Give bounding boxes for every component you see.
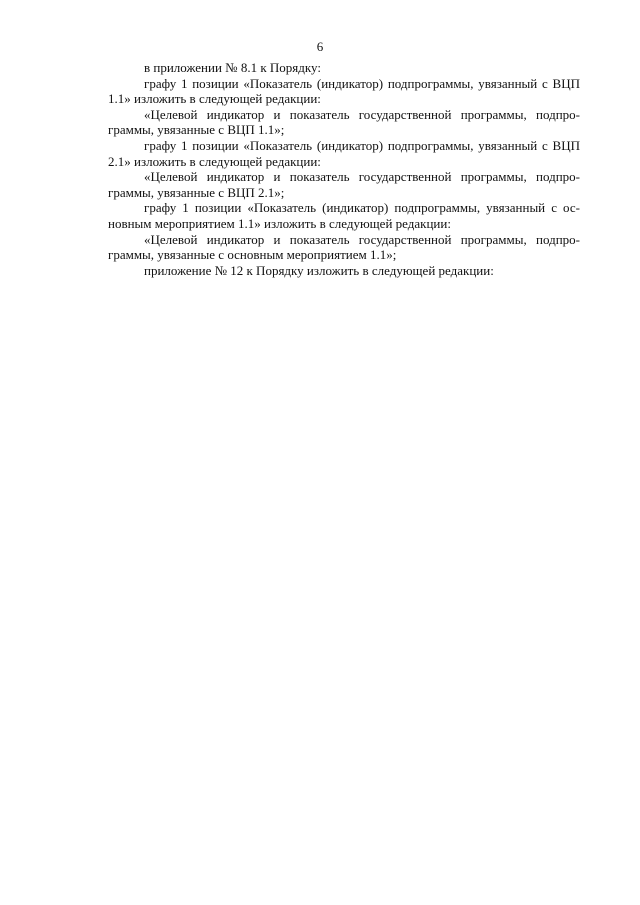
paragraph-quote-vcp-1-1: «Целевой индикатор и показатель государственной программы, подпрограммы, увязанные с ВЦП 1.1»; <box>108 106 580 138</box>
paragraph-appendix-8-1: в приложении № 8.1 к Порядку: <box>144 60 321 75</box>
paragraph-quote-vcp-2-1: «Целевой индикатор и показатель государственной программы, подпрограммы, увязанные с ВЦП 2.1»; <box>108 169 580 200</box>
paragraph-column-1-vcp-2-1: графу 1 позиции «Показатель (индикатор) подпрограммы, увязанный с ВЦП 2.1» изложить в следующей редакции: <box>108 137 580 169</box>
paragraph-column-1-main-activity: графу 1 позиции «Показатель (индикатор) подпрограммы, увязанный с основным мероприятием 1.1» изложить в следующей редакции: <box>108 200 580 231</box>
document-body <box>108 60 580 278</box>
paragraph-quote-main-activity: «Целевой индикатор и показатель государственной программы, подпрограммы, увязанные с основным мероприятием 1.1»; <box>108 231 580 263</box>
paragraph-appendix-12: приложение № 12 к Порядку изложить в следующей редакции: <box>144 262 494 278</box>
page-number: 6 <box>316 39 324 54</box>
paragraph-column-1-vcp-1-1: графу 1 позиции «Показатель (индикатор) подпрограммы, увязанный с ВЦП 1.1» изложить в следующей редакции: <box>108 75 580 107</box>
